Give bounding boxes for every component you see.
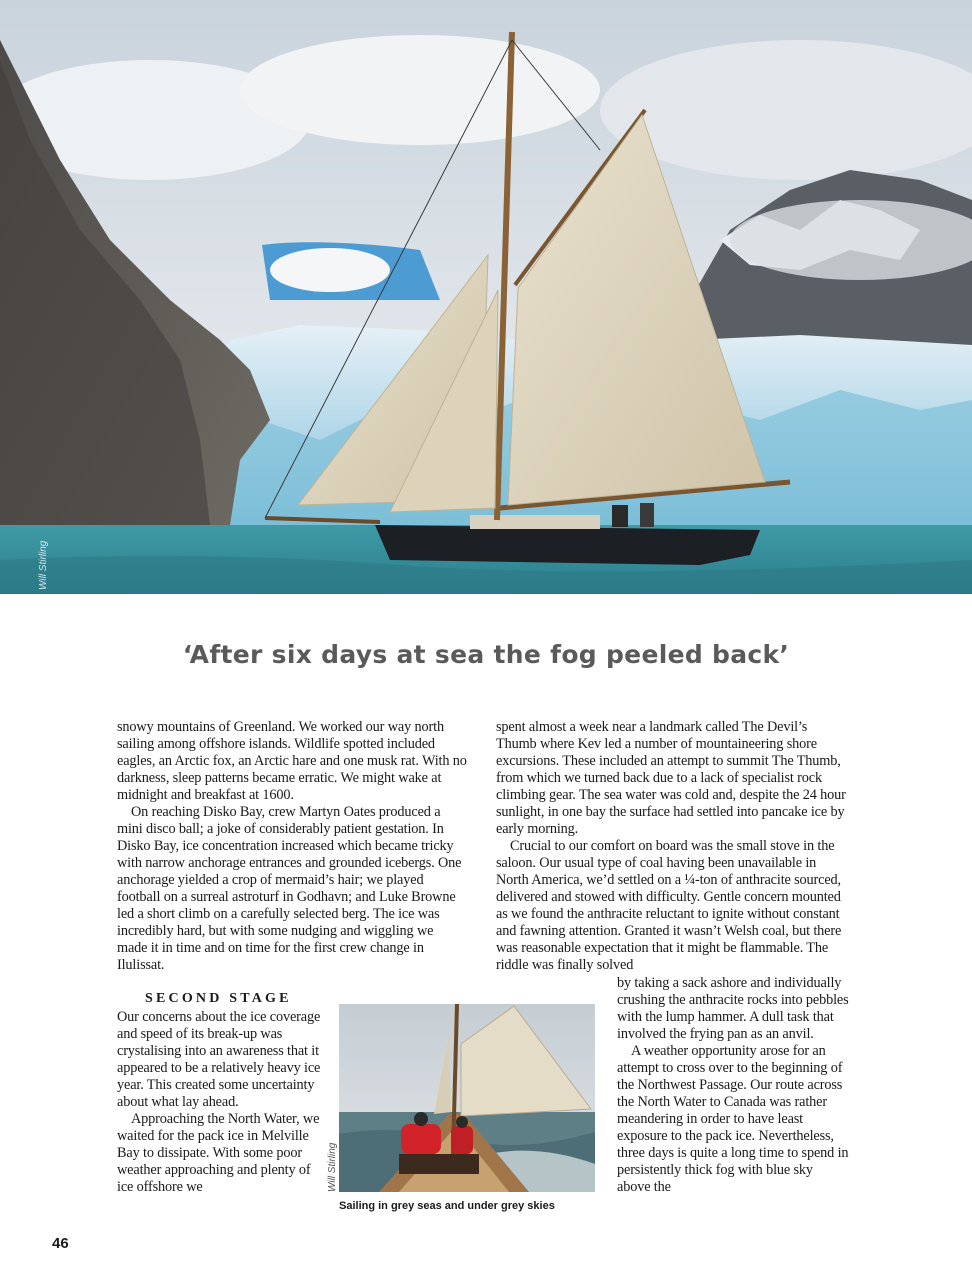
column-left-top <box>117 719 467 974</box>
section-heading: SECOND STAGE <box>145 991 292 1006</box>
pull-quote: ‘After six days at sea the fog peeled back’ <box>182 640 790 669</box>
paragraph: spent almost a week near a landmark called The Devil’s Thumb where Kev led a number of mountaineering shore excursions. These included an attempt to summit The Thumb, from which we turned back due to a lack of specialist rock climbing gear. The sea water was cold and, despite the 24 hour sunlight, in one bay the surface had settled into pancake ice by early morning. <box>496 719 846 837</box>
paragraph: by taking a sack ashore and individually crushing the anthracite rocks into pebbles with the lump hammer. A dull task that involved the frying pan as an anvil. <box>617 975 849 1042</box>
paragraph: A weather opportunity arose for an attempt to cross over to the beginning of the Northwest Passage. Our route across the North Water to Canada was rather meandering in order to have least exposure to the pack ice. Nevertheless, three days is quite a long time to spend in persistently thick fog with blue sky above the <box>617 1043 849 1195</box>
inset-photo <box>339 1004 595 1192</box>
column-left-bottom <box>117 1009 321 1196</box>
paragraph: Crucial to our comfort on board was the small stove in the saloon. Our usual type of coal having been unavailable in North America, we’d settled on a ¼-ton of anthracite sourced, delivered and stowed with difficulty. Gentle concern mounted as we found the anthracite reluctant to ignite without constant and fawning attention. Granted it wasn’t Welsh coal, but there was reasonable expectation that it might be flammable. The riddle was finally solved <box>496 838 842 973</box>
hero-photo-credit: Will Stirling <box>38 540 49 590</box>
page-number: 46 <box>52 1235 69 1252</box>
paragraph: Approaching the North Water, we waited for the pack ice in Melville Bay to dissipate. With some poor weather approaching and plenty of ice offshore we <box>117 1111 320 1195</box>
paragraph: snowy mountains of Greenland. We worked our way north sailing among offshore islands. Wildlife spotted included eagles, an Arctic fox, an Arctic hare and one musk rat. With no darkness, sleep patterns became erratic. We might wake at midnight and breakfast at 1600. <box>117 719 467 803</box>
column-right-top <box>496 719 848 974</box>
paragraph: On reaching Disko Bay, crew Martyn Oates produced a mini disco ball; a joke of considerably patient gestation. In Disko Bay, ice concentration increased which became tricky with narrow anchorage entrances and grounded icebergs. One anchorage yielded a crop of mermaid’s hair; we played football on a surreal astroturf in Godhavn; and Luke Browne led a short climb on a carefully selected berg. The ice was incredibly hard, but with some nudging and wiggling we made it in time and on time for the first crew change in Ilulissat. <box>117 804 462 973</box>
paragraph: Our concerns about the ice coverage and speed of its break-up was crystalising into an awareness that it appeared to be a relatively heavy ice year. This created some uncertainty about what lay ahead. <box>117 1009 321 1110</box>
inset-photo-caption: Sailing in grey seas and under grey skies <box>339 1200 555 1212</box>
inset-photo-credit: Will Stirling <box>327 1142 338 1192</box>
hero-photo <box>0 0 972 594</box>
column-right-bottom <box>617 975 849 1196</box>
